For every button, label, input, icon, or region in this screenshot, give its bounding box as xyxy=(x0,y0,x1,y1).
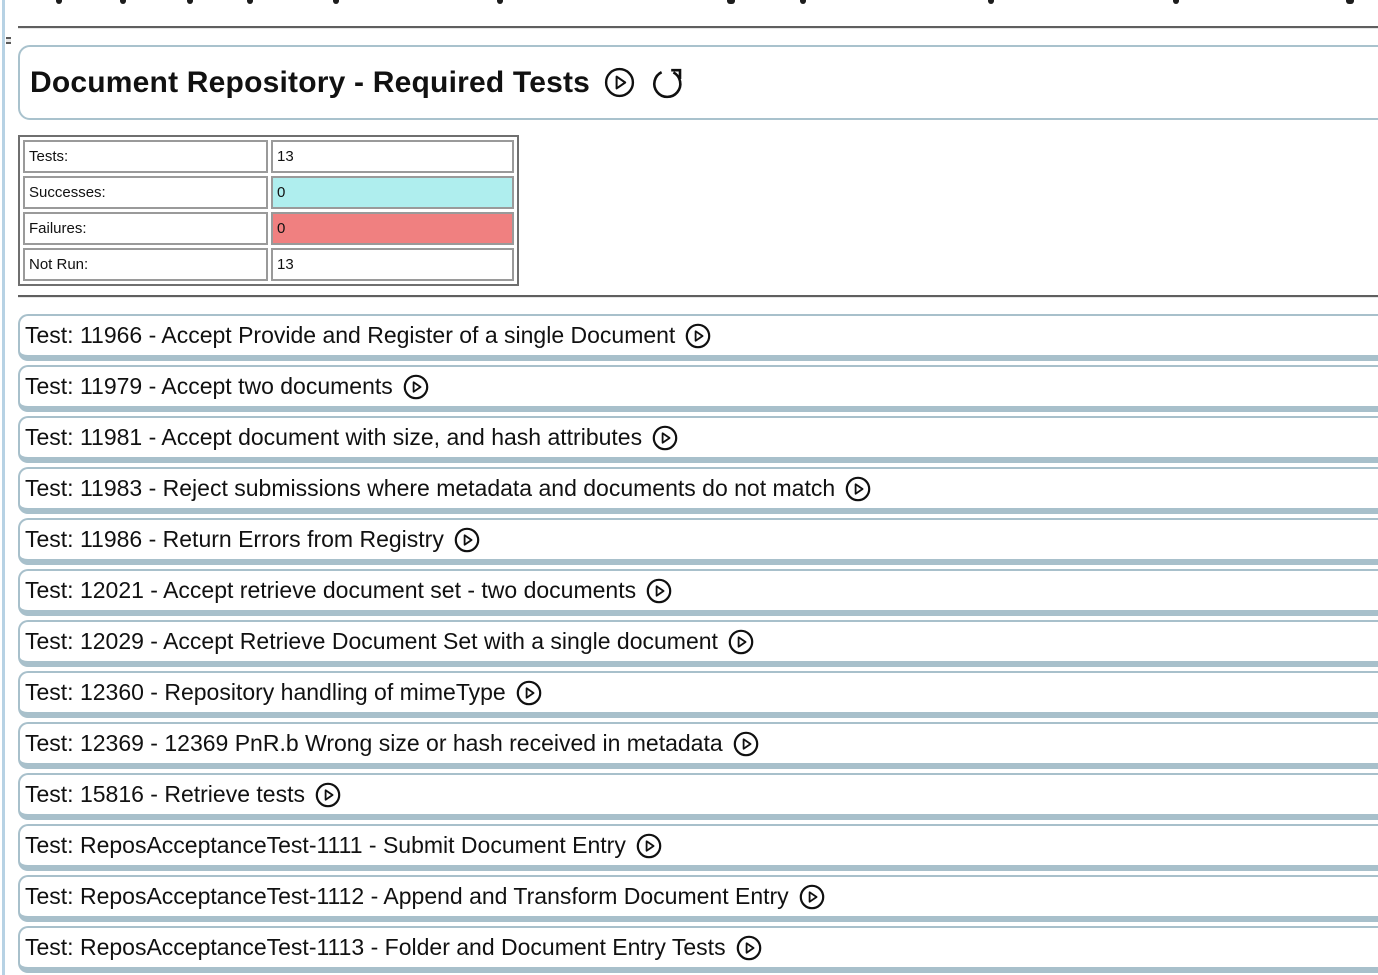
run-test-play-icon[interactable] xyxy=(315,782,341,808)
test-row[interactable] xyxy=(18,569,1378,616)
test-row[interactable] xyxy=(18,518,1378,565)
test-row-label: Test: 12360 - Repository handling of mimeType xyxy=(25,679,506,705)
stats-value: 0 xyxy=(271,176,514,209)
test-list xyxy=(18,314,1378,973)
run-test-play-icon[interactable] xyxy=(799,884,825,910)
test-row[interactable] xyxy=(18,875,1378,922)
test-collection-header-panel xyxy=(18,45,1378,120)
run-test-play-icon[interactable] xyxy=(636,833,662,859)
test-row-label: Test: 11966 - Accept Provide and Register of a single Document xyxy=(25,322,676,348)
run-test-play-icon[interactable] xyxy=(728,629,754,655)
test-row[interactable] xyxy=(18,365,1378,412)
run-all-play-icon[interactable] xyxy=(604,67,635,98)
run-test-play-icon[interactable] xyxy=(652,425,678,451)
test-row[interactable] xyxy=(18,926,1378,973)
run-test-play-icon[interactable] xyxy=(685,323,711,349)
stats-row-failures xyxy=(23,212,514,245)
test-row-label: Test: 12029 - Accept Retrieve Document Set with a single document xyxy=(25,628,718,654)
test-row-label: Test: ReposAcceptanceTest-1111 - Submit Document Entry xyxy=(25,832,626,858)
run-test-play-icon[interactable] xyxy=(736,935,762,961)
run-test-play-icon[interactable] xyxy=(454,527,480,553)
stats-divider xyxy=(18,295,1378,298)
test-row-label: Test: 12021 - Accept retrieve document set - two documents xyxy=(25,577,637,603)
panel-splitter-strip xyxy=(2,0,5,975)
test-row[interactable] xyxy=(18,824,1378,871)
test-stats-table xyxy=(18,135,519,286)
stats-row-tests xyxy=(23,140,514,173)
run-test-play-icon[interactable] xyxy=(733,731,759,757)
stats-label: Successes: xyxy=(23,176,268,209)
stats-label: Not Run: xyxy=(23,248,268,281)
test-row-label: Test: 12369 - 12369 PnR.b Wrong size or hash received in metadata xyxy=(25,730,723,756)
stats-value: 13 xyxy=(271,140,514,173)
test-row-label: Test: 11979 - Accept two documents xyxy=(25,373,393,399)
test-row-label: Test: 11986 - Return Errors from Registry xyxy=(25,526,444,552)
test-row[interactable] xyxy=(18,773,1378,820)
test-row[interactable] xyxy=(18,722,1378,769)
stats-value: 13 xyxy=(271,248,514,281)
test-row[interactable] xyxy=(18,467,1378,514)
refresh-icon[interactable] xyxy=(649,66,686,100)
test-row[interactable] xyxy=(18,671,1378,718)
test-row[interactable] xyxy=(18,416,1378,463)
run-test-play-icon[interactable] xyxy=(403,374,429,400)
test-row-label: Test: 11983 - Reject submissions where metadata and documents do not match xyxy=(25,475,836,501)
test-row-label: Test: 15816 - Retrieve tests xyxy=(25,781,305,807)
run-test-play-icon[interactable] xyxy=(646,578,672,604)
run-test-play-icon[interactable] xyxy=(516,680,542,706)
run-test-play-icon[interactable] xyxy=(845,476,871,502)
page-title: Document Repository - Required Tests xyxy=(30,65,591,99)
test-row-label: Test: 11981 - Accept document with size, and hash attributes xyxy=(25,424,643,450)
splitter-grip-icon[interactable] xyxy=(6,37,11,44)
test-row[interactable] xyxy=(18,620,1378,667)
conformance-test-panel xyxy=(18,26,1378,973)
stats-label: Failures: xyxy=(23,212,268,245)
clipped-top-text-fragments xyxy=(0,0,1378,8)
test-row-label: Test: ReposAcceptanceTest-1113 - Folder and Document Entry Tests xyxy=(25,934,726,960)
stats-value: 0 xyxy=(271,212,514,245)
stats-row-successes xyxy=(23,176,514,209)
test-row[interactable] xyxy=(18,314,1378,361)
top-divider xyxy=(18,26,1378,29)
stats-label: Tests: xyxy=(23,140,268,173)
stats-row-notrun xyxy=(23,248,514,281)
test-row-label: Test: ReposAcceptanceTest-1112 - Append and Transform Document Entry xyxy=(25,883,789,909)
